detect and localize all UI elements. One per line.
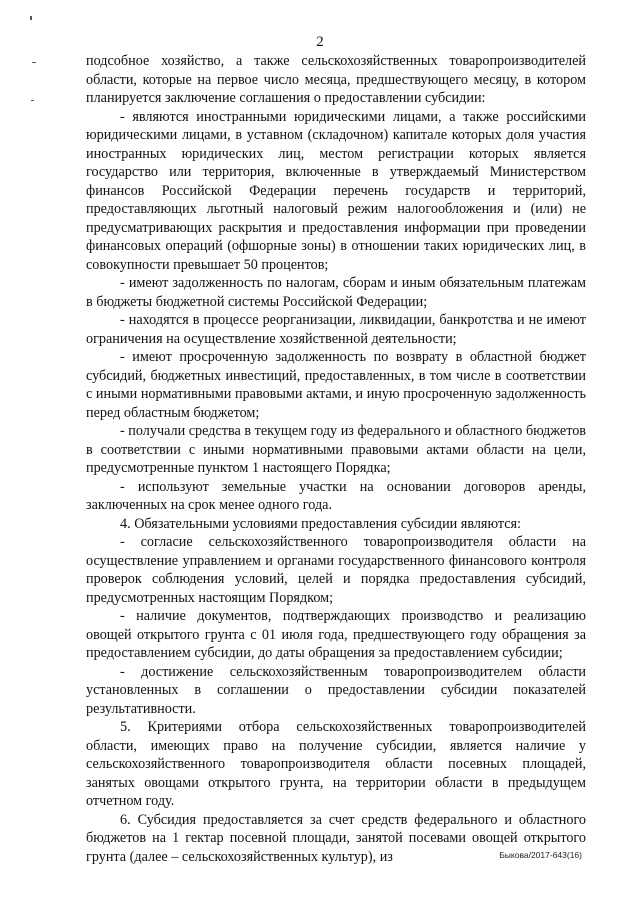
paragraph: - получали средства в текущем году из федерального и областного бюджетов в соответствии с иными нормативными правовыми актами области на цели, предусмотренные пунктом 1 настоящего Порядка; (86, 423, 586, 476)
paragraph: 4. Обязательными условиями предоставления субсидии являются: (120, 515, 521, 532)
footer-reference: Быкова/2017-643(16) (499, 850, 582, 860)
paragraph: - имеют задолженность по налогам, сборам и иным обязательным платежам в бюджеты бюджетной системы Российской Федерации; (86, 275, 586, 310)
paragraph: подсобное хозяйство, а также сельскохозяйственных товаропроизводителей области, которые на первое число месяца, предшествующего месяцу, в котором планируется заключение соглашения о предоставлении субсидии: (86, 53, 586, 106)
paragraph: - являются иностранными юридическими лицами, а также российскими юридическими лицами, в уставном (складочном) капитале которых доля участия иностранных юридических лиц, местом регистрации которых является государство или территория, включенные в утверждаемый Министерством финансов Российской Федерации перечень государств и территорий, предоставляющих льготный налоговый режим налогообложения и (или) не предусматривающих раскрытия и предоставления информации при проведении финансовых операций (офшорные зоны) в отношении таких юридических лиц, в совокупности превышает 50 процентов; (86, 108, 586, 273)
document-body (86, 52, 586, 866)
paragraph: 6. Субсидия предоставляется за счет средств федерального и областного бюджетов на 1 гектар посевной площади, занятой посевами овощей открытого грунта (далее – сельскохозяйственных культур), из (86, 811, 586, 865)
paragraph: - имеют просроченную задолженность по возврату в областной бюджет субсидий, бюджетных инвестиций, предоставленных, в том числе в соответствии с иными нормативными правовыми актами, и иную просроченную задолженность перед областным бюджетом; (86, 349, 586, 421)
paragraph: - находятся в процессе реорганизации, ликвидации, банкротства и не имеют ограничения на осуществление хозяйственной деятельности; (86, 312, 586, 347)
page-number: 2 (316, 34, 324, 50)
paragraph: - наличие документов, подтверждающих производство и реализацию овощей открытого грунта с 01 июля года, предшествующего году обращения за предоставлением субсидии, до даты обращения за предоставлением субсидии; (86, 608, 586, 661)
paragraph: - согласие сельскохозяйственного товаропроизводителя области на осуществление управлением и органами государственного финансового контроля проверок соблюдения условий, целей и порядка предоставления субсидий, предусмотренных настоящим Порядком; (86, 534, 586, 606)
paragraph: - достижение сельскохозяйственным товаропроизводителем области установленных в соглашении о предоставлении субсидии показателей результативности. (86, 663, 586, 717)
scan-mark (30, 16, 32, 20)
paragraph: 5. Критериями отбора сельскохозяйственных товаропроизводителей области, имеющих право на получение субсидии, является наличие у сельскохозяйственного товаропроизводителя области посевных площадей, занятых овощами открытого грунта, на территории области в предыдущем отчетном году. (86, 719, 586, 809)
paragraph: - используют земельные участки на основании договоров аренды, заключенных на срок менее одного года. (86, 478, 586, 513)
scan-mark (31, 100, 34, 101)
scan-mark (32, 62, 36, 63)
